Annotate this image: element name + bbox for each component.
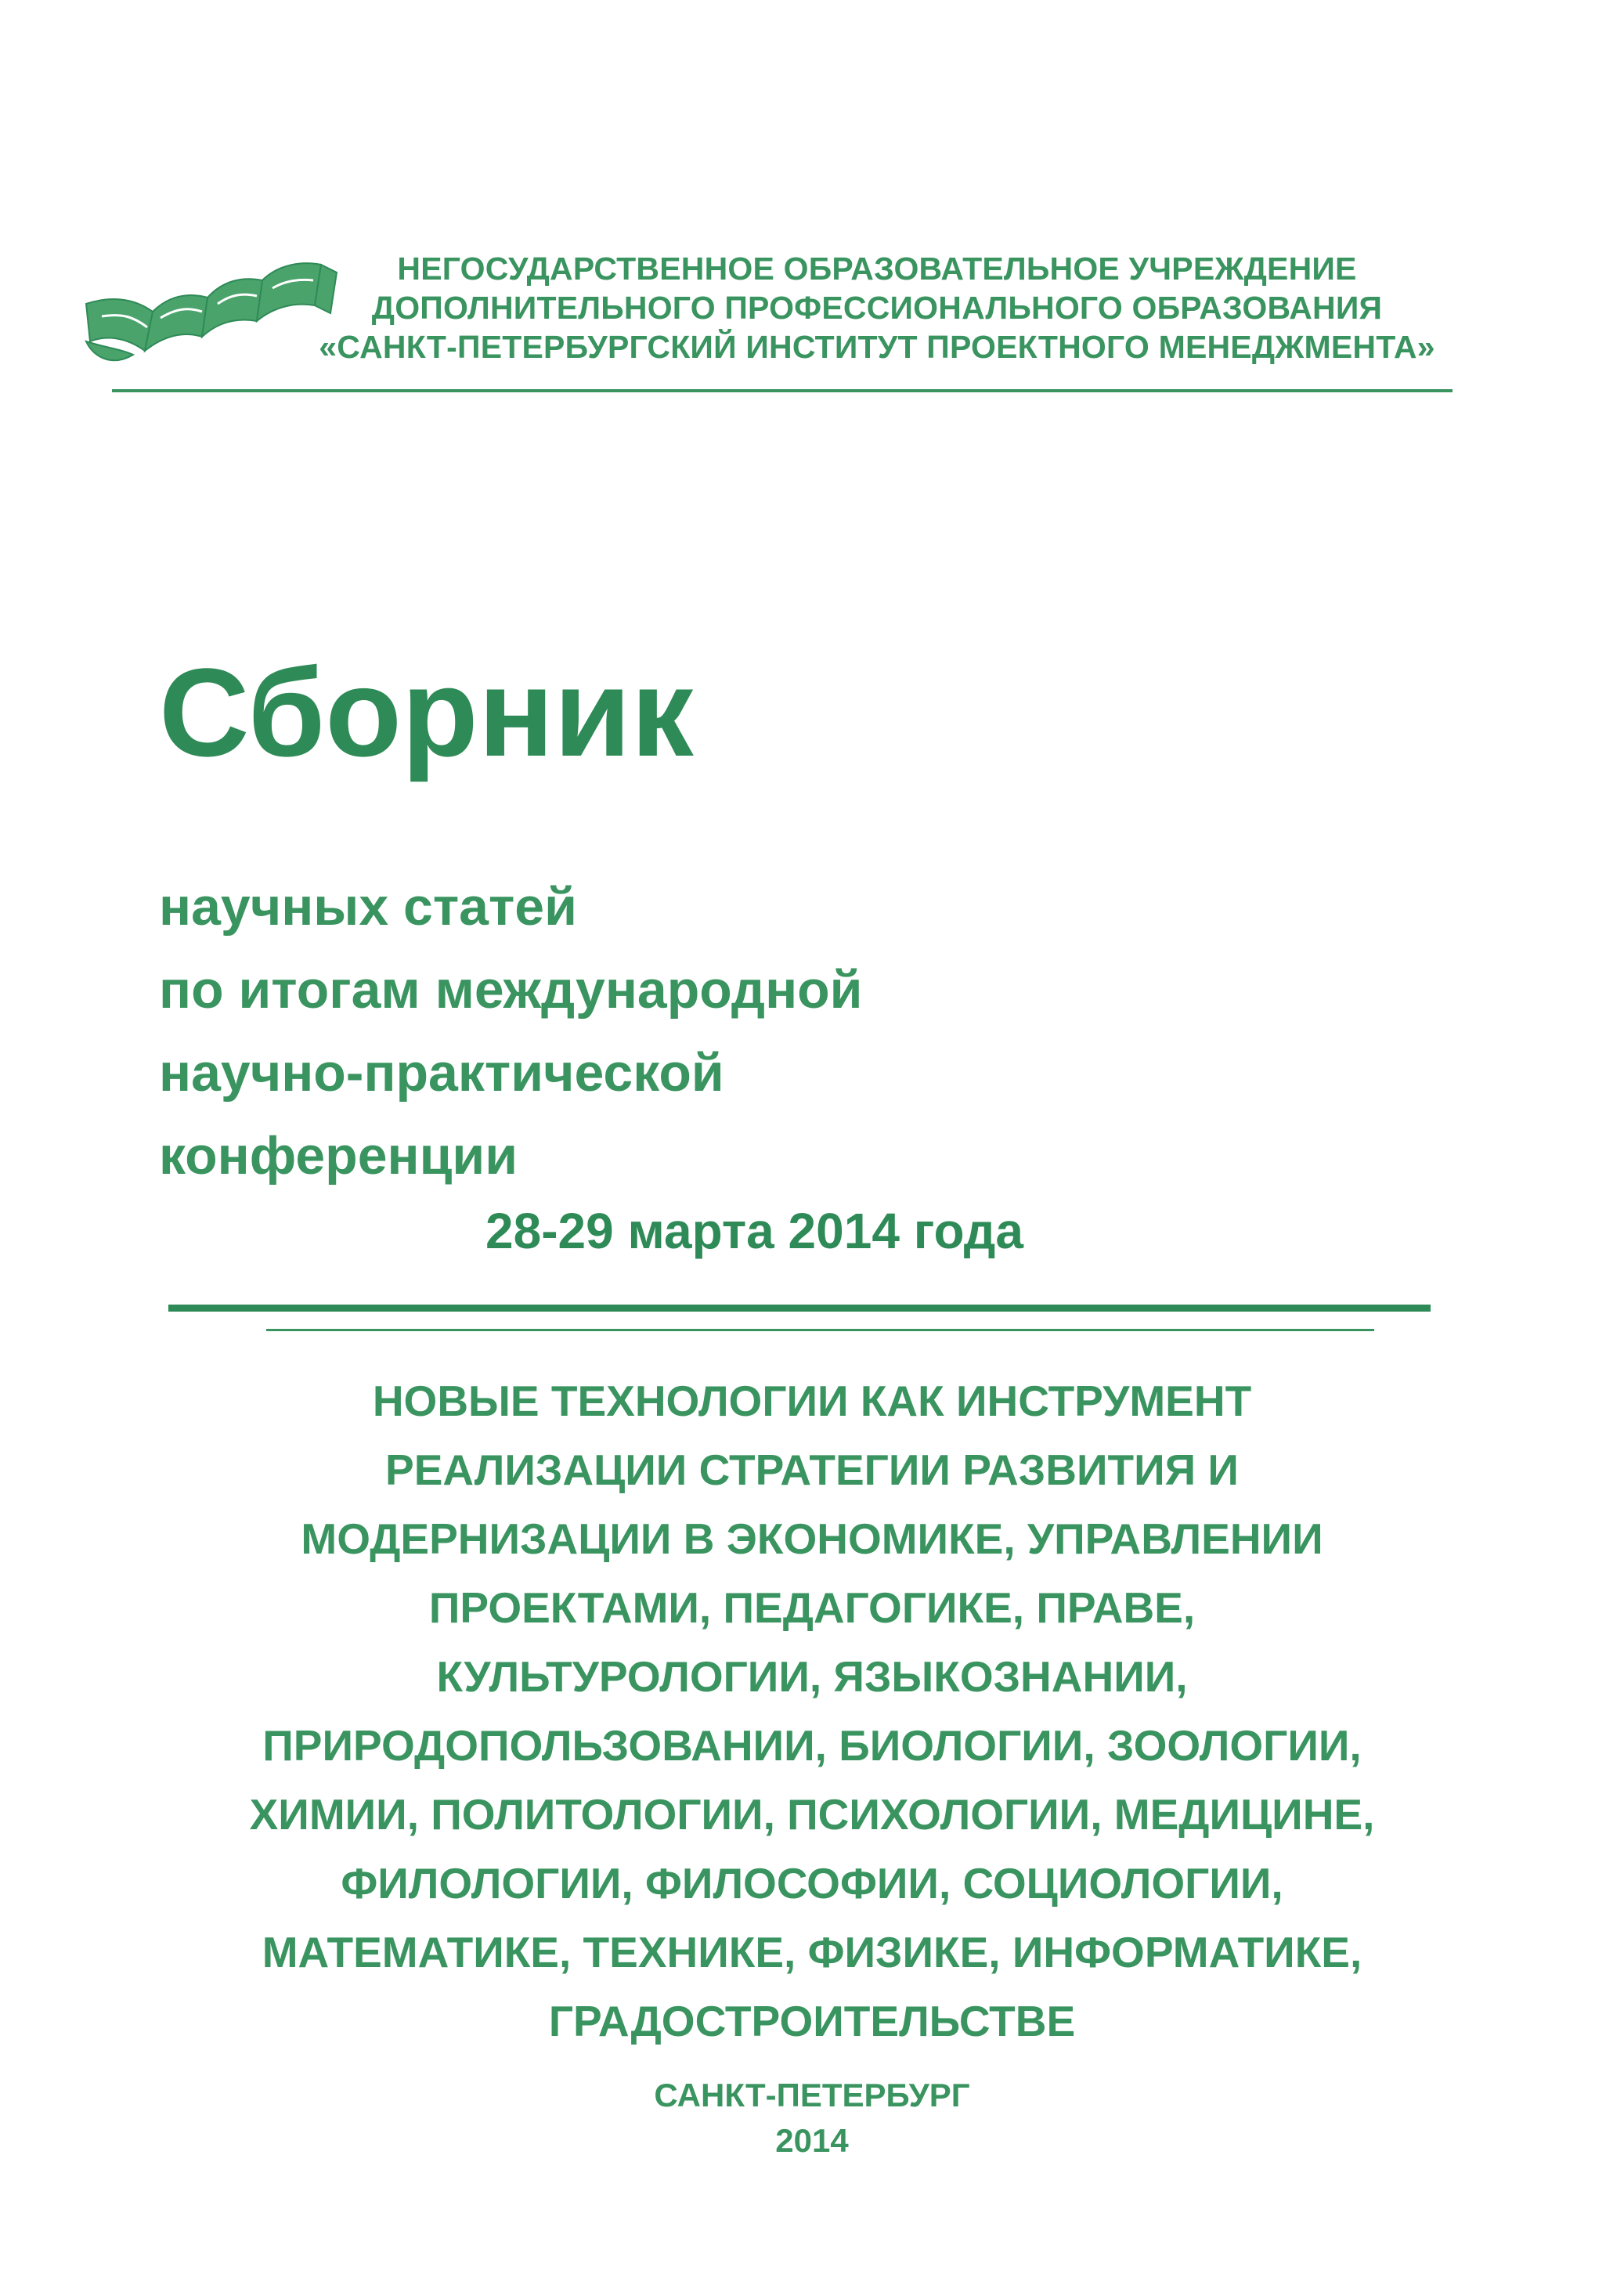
org-line-2: ДОПОЛНИТЕЛЬНОГО ПРОФЕССИОНАЛЬНОГО ОБРАЗОВАНИЯ	[371, 290, 1383, 326]
conference-topic	[78, 1366, 1546, 2056]
book-pages-logo-icon	[78, 249, 345, 374]
topic-line-8: ФИЛОЛОГИИ, ФИЛОСОФИИ, СОЦИОЛОГИИ,	[341, 1859, 1283, 1908]
topic-line-2: РЕАЛИЗАЦИИ СТРАТЕГИИ РАЗВИТИЯ И	[385, 1446, 1239, 1494]
topic-line-9: МАТЕМАТИКЕ, ТЕХНИКЕ, ФИЗИКЕ, ИНФОРМАТИКЕ,	[262, 1928, 1362, 1976]
conference-dates: 28-29 марта 2014 года	[485, 1203, 1023, 1259]
org-line-3: «САНКТ-ПЕТЕРБУРГСКИЙ ИНСТИТУТ ПРОЕКТНОГО МЕНЕДЖМЕНТА»	[319, 329, 1435, 365]
publication-city: САНКТ-ПЕТЕРБУРГ	[654, 2077, 970, 2113]
thin-divider	[266, 1329, 1374, 1331]
subtitle-line-3: научно-практической	[159, 1043, 724, 1103]
publication-year: 2014	[775, 2122, 849, 2159]
thick-divider	[168, 1305, 1431, 1312]
org-line-1: НЕГОСУДАРСТВЕННОЕ ОБРАЗОВАТЕЛЬНОЕ УЧРЕЖДЕНИЕ	[397, 251, 1357, 287]
subtitle-line-4: конференции	[159, 1126, 518, 1186]
subtitle	[159, 865, 862, 1197]
topic-line-3: МОДЕРНИЗАЦИИ В ЭКОНОМИКЕ, УПРАВЛЕНИИ	[301, 1514, 1323, 1563]
page-title: Сборник	[159, 642, 694, 782]
topic-line-5: КУЛЬТУРОЛОГИИ, ЯЗЫКОЗНАНИИ,	[436, 1652, 1188, 1701]
header-divider	[112, 389, 1453, 392]
topic-line-4: ПРОЕКТАМИ, ПЕДАГОГИКЕ, ПРАВЕ,	[428, 1583, 1196, 1632]
topic-line-1: НОВЫЕ ТЕХНОЛОГИИ КАК ИНСТРУМЕНТ	[372, 1377, 1252, 1425]
organization-name	[313, 249, 1441, 366]
topic-line-10: ГРАДОСТРОИТЕЛЬСТВЕ	[548, 1997, 1076, 2045]
subtitle-line-1: научных статей	[159, 877, 577, 937]
topic-line-6: ПРИРОДОПОЛЬЗОВАНИИ, БИОЛОГИИ, ЗООЛОГИИ,	[262, 1721, 1362, 1770]
topic-line-7: ХИМИИ, ПОЛИТОЛОГИИ, ПСИХОЛОГИИ, МЕДИЦИНЕ,	[249, 1790, 1375, 1839]
subtitle-line-2: по итогам международной	[159, 960, 863, 1020]
